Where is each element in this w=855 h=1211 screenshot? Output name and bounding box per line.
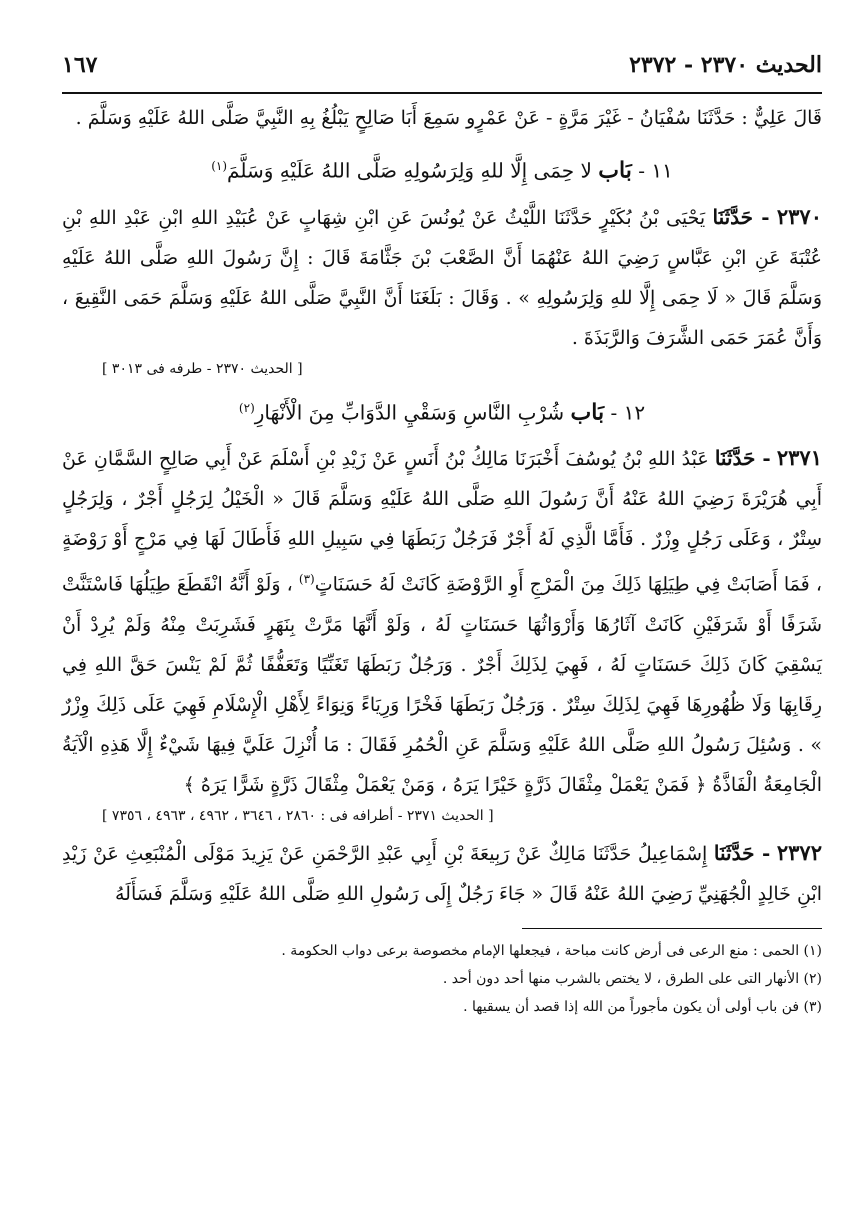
footnote-ref-1: (١) <box>211 159 228 173</box>
hadith-2371-crossref: [ الحديث ٢٣٧١ - أطرافه فى : ٢٨٦٠ ، ٣٦٤٦ ، ٤٩٦٢ ، ٤٩٦٣ ، ٧٣٥٦ ] <box>102 807 494 824</box>
chapter-11-title: لا حِمَى إِلَّا للهِ وَلِرَسُولِهِ صَلَّى اللهُ عَلَيْهِ وَسَلَّمَ <box>227 158 592 183</box>
footnote-2: (٢) الأنهار التى على الطرق ، لا يختص بالشرب منها أحد دون أحد . <box>442 970 822 987</box>
hadith-2370-crossref: [ الحديث ٢٣٧٠ - طرفه فى ٣٠١٣ ] <box>102 360 303 377</box>
page-number: ١٦٧ <box>62 52 98 78</box>
chapter-12-bab: بَاب <box>570 399 605 426</box>
intro-paragraph: قَالَ عَلِيٌّ : حَدَّثَنَا سُفْيَانُ - غَيْرَ مَرَّةٍ - عَنْ عَمْرٍو سَمِعَ أَبَا صَالِحٍ يَبْلُغُ بِهِ النَّبِيَّ صَلَّى اللهُ عَلَيْهِ وَسَلَّمَ . <box>75 107 822 129</box>
hadith-2372 <box>62 833 822 914</box>
hadith-2372-haddatha: - حَدَّثَنَا <box>713 840 771 865</box>
hadith-2370 <box>62 197 822 358</box>
chapter-12-title: شُرْبِ النَّاسِ وَسَقْيِ الدَّوَابِّ مِنَ الْأَنْهَارِ <box>254 400 565 425</box>
hadith-2370-text: يَحْيَى بْنُ بُكَيْرٍ حَدَّثَنَا اللَّيْثُ عَنْ يُونُسَ عَنِ ابْنِ شِهَابٍ عَنْ عُبَيْدِ اللهِ ابْنِ عَبْدِ اللهِ بْنِ عُتْبَةَ عَنِ ابْنِ عَبَّاسٍ رَضِيَ اللهُ عَنْهُمَا أَنَّ الصَّعْبَ بْنَ جَثَّامَةَ قَالَ : إِنَّ رَسُولَ اللهِ صَلَّى اللهُ عَلَيْهِ وَسَلَّمَ قَالَ « لَا حِمَى إِلَّا للهِ وَلِرَسُولِهِ » . وَقَالَ : بَلَغَنَا أَنَّ النَّبِيَّ صَلَّى اللهُ عَلَيْهِ وَسَلَّمَ حَمَى النَّقِيعَ ، وَأَنَّ عُمَرَ حَمَى الشَّرَفَ وَالرَّبَذَةَ . <box>62 206 822 349</box>
hadith-2371-text-cont: ، وَلَوْ أَنَّهُ انْقَطَعَ طِيَلُهَا فَاسْتَنَّتْ شَرَفًا أَوْ شَرَفَيْنِ كَانَتْ آثَارُهَا وَأَرْوَاثُهَا حَسَنَاتٍ لَهُ ، وَلَوْ أَنَّهَا مَرَّتْ بِنَهَرٍ فَشَرِبَتْ مِنْهُ وَلَمْ يُرِدْ أَنْ يَسْقِيَ كَانَ ذَلِكَ حَسَنَاتٍ لَهُ ، فَهِيَ لِذَلِكَ أَجْرٌ . وَرَجُلٌ رَبَطَهَا تَغَنِّيًا وَتَعَفُّفًا ثُمَّ لَمْ يَنْسَ حَقَّ اللهِ فِي رِقَابِهَا وَلَا ظُهُورِهَا فَهِيَ لِذَلِكَ سِتْرٌ . وَرَجُلٌ رَبَطَهَا فَخْرًا وَرِيَاءً وَنِوَاءً لِأَهْلِ الْإِسْلَامِ فَهِيَ عَلَى ذَلِكَ وِزْرٌ » . وَسُئِلَ رَسُولُ اللهِ صَلَّى اللهُ عَلَيْهِ وَسَلَّمَ عَنِ الْحُمُرِ فَقَالَ : مَا أُنْزِلَ عَلَيَّ فِيهَا شَيْءٌ إِلَّا هَذِهِ الْآيَةُ الْجَامِعَةُ الْفَاذَّةُ ﴿ فَمَنْ يَعْمَلْ مِثْقَالَ ذَرَّةٍ خَيْرًا يَرَهُ ، وَمَنْ يَعْمَلْ مِثْقَالَ ذَرَّةٍ شَرًّا يَرَهُ ﴾ <box>62 573 822 796</box>
chapter-12-heading <box>62 386 822 435</box>
hadith-2371-number: ٢٣٧١ <box>776 445 822 471</box>
running-title: الحديث ٢٣٧٠ - ٢٣٧٢ <box>629 52 822 78</box>
chapter-11-bab: بَاب <box>598 157 632 184</box>
hadith-2372-text: إِسْمَاعِيلُ حَدَّثَنَا مَالِكٌ عَنْ رَبِيعَةَ بْنِ أَبِي عَبْدِ الرَّحْمَنِ عَنْ يَزِيدَ مَوْلَى الْمُنْبَعِثِ عَنْ زَيْدِ ابْنِ خَالِدٍ الْجُهَنِيِّ رَضِيَ اللهُ عَنْهُ قَالَ « جَاءَ رَجُلٌ إِلَى رَسُولِ اللهِ صَلَّى اللهُ عَلَيْهِ وَسَلَّمَ فَسَأَلَهُ <box>62 842 822 905</box>
hadith-2372-number: ٢٣٧٢ <box>776 839 822 865</box>
chapter-12-number: ١٢ - <box>610 400 646 425</box>
hadith-2371-haddatha: - حَدَّثَنَا <box>714 446 771 471</box>
footnote-ref-3: (٣) <box>298 572 315 587</box>
hadith-2370-number: ٢٣٧٠ <box>776 203 822 229</box>
book-page <box>62 52 822 1021</box>
chapter-11-heading <box>62 144 822 193</box>
hadith-2370-haddatha: - حَدَّثَنَا <box>712 204 770 229</box>
footnote-ref-2: (٢) <box>238 400 255 415</box>
hadith-2371 <box>62 438 822 804</box>
page-body <box>62 98 822 1021</box>
page-header <box>62 52 822 94</box>
footnote-3: (٣) فن باب أولى أن يكون مأجوراً من الله إذا قصد أن يسقيها . <box>463 998 822 1015</box>
footnote-separator <box>522 928 822 929</box>
footnote-1: (١) الحمى : منع الرعى فى أرض كانت مباحة ، فيجعلها الإمام مخصوصة برعى دواب الحكومة . <box>281 942 822 959</box>
footnotes <box>62 937 822 1021</box>
chapter-11-number: ١١ - <box>638 158 673 183</box>
hadith-2371-text: عَبْدُ اللهِ بْنُ يُوسُفَ أَخْبَرَنَا مَالِكُ بْنُ أَنَسٍ عَنْ زَيْدِ بْنِ أَسْلَمَ عَنْ أَبِي صَالِحٍ السَّمَّانِ عَنْ أَبِي هُرَيْرَةَ رَضِيَ اللهُ عَنْهُ أَنَّ رَسُولَ اللهِ صَلَّى اللهُ عَلَيْهِ وَسَلَّمَ قَالَ « الْخَيْلُ لِرَجُلٍ أَجْرٌ ، وَلِرَجُلٍ سِتْرٌ ، وَعَلَى رَجُلٍ وِزْرٌ . فَأَمَّا الَّذِي لَهُ أَجْرٌ فَرَجُلٌ رَبَطَهَا فِي سَبِيلِ اللهِ فَأَطَالَ لَهَا فِي مَرْجٍ أَوْ رَوْضَةٍ ، فَمَا أَصَابَتْ فِي طِيَلِهَا ذَلِكَ مِنَ الْمَرْجِ أَوِ الرَّوْضَةِ كَانَتْ لَهُ حَسَنَاتٍ <box>62 448 822 596</box>
